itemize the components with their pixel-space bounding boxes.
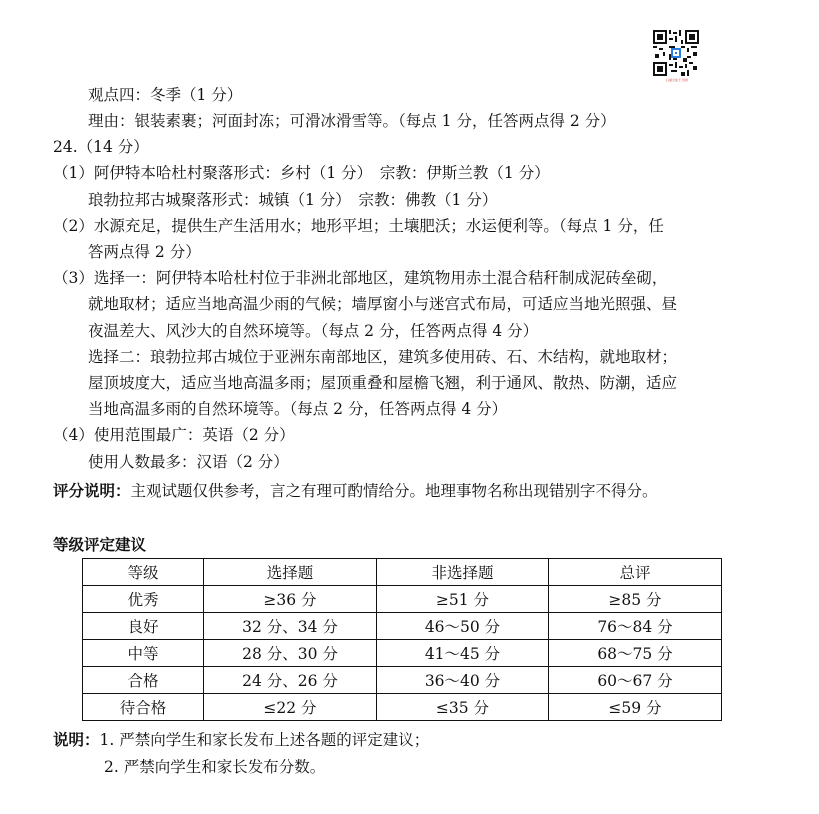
table-cell: ≥51 分 (377, 586, 549, 613)
header-cell: 选择题 (204, 559, 377, 586)
answer-part-4-line-1: （4）使用范围最广：英语（2 分） (53, 426, 295, 444)
table-row (83, 694, 722, 721)
table-cell: 中等 (83, 640, 204, 667)
table-cell: 28 分、30 分 (204, 640, 377, 667)
table-cell: ≥85 分 (549, 586, 722, 613)
table-cell: 36～40 分 (377, 667, 549, 694)
answer-part-3-line-2: 就地取材；适应当地高温少雨的气候；墙厚窗小与迷宫式布局，可适应当地光照强、昼 (88, 295, 678, 313)
qr-code-icon (653, 30, 699, 76)
table-row (83, 640, 722, 667)
notes-item-2: 2. 严禁向学生和家长发布分数。 (104, 758, 326, 776)
table-cell: ≥36 分 (204, 586, 377, 613)
table-cell: 76～84 分 (549, 613, 722, 640)
answer-part-3-line-1: （3）选择一：阿伊特本哈杜村位于非洲北部地区，建筑物用赤土混合秸秆制成泥砖垒砌， (53, 269, 668, 287)
header-cell: 非选择题 (377, 559, 549, 586)
scoring-note (53, 478, 658, 504)
table-cell: ≤22 分 (204, 694, 377, 721)
table-cell: 优秀 (83, 586, 204, 613)
notes-line-1 (53, 727, 429, 753)
answer-part-1-line-1: （1）阿伊特本哈杜村聚落形式：乡村（1 分） 宗教：伊斯兰教（1 分） (53, 164, 550, 182)
grade-table (82, 558, 722, 721)
header-cell: 等级 (83, 559, 204, 586)
table-cell: 待合格 (83, 694, 204, 721)
table-header-row (83, 559, 722, 586)
table-cell: 24 分、26 分 (204, 667, 377, 694)
answer-part-3-line-6: 当地高温多雨的自然环境等。（每点 2 分，任答两点得 4 分） (88, 400, 508, 418)
answer-part-2-line-2: 答两点得 2 分） (88, 243, 201, 261)
table-cell: ≤35 分 (377, 694, 549, 721)
table-cell: 41～45 分 (377, 640, 549, 667)
table-row (83, 667, 722, 694)
header-cell: 总评 (549, 559, 722, 586)
table-row (83, 586, 722, 613)
table-row (83, 613, 722, 640)
answer-part-1-line-2: 琅勃拉邦古城聚落形式：城镇（1 分） 宗教：佛教（1 分） (88, 191, 498, 209)
table-cell: 合格 (83, 667, 204, 694)
table-cell: 46～50 分 (377, 613, 549, 640)
question-24-heading: 24.（14 分） (53, 138, 149, 156)
table-cell: 良好 (83, 613, 204, 640)
table-cell: 60～67 分 (549, 667, 722, 694)
scoring-note-label: 评分说明： (53, 482, 131, 500)
viewpoint-four: 观点四：冬季（1 分） (88, 86, 243, 104)
answer-part-3-line-4: 选择二：琅勃拉邦古城位于亚洲东南部地区，建筑多使用砖、石、木结构，就地取材； (88, 348, 678, 366)
qr-caption: 扫描全能王 创建 (666, 78, 688, 82)
notes-item-1: 1. 严禁向学生和家长发布上述各题的评定建议； (99, 731, 430, 749)
answer-part-3-line-5: 屋顶坡度大，适应当地高温多雨；屋顶重叠和屋檐飞翘，利于通风、散热、防潮，适应 (88, 374, 678, 392)
table-cell: 32 分、34 分 (204, 613, 377, 640)
answer-part-3-line-3: 夜温差大、风沙大的自然环境等。（每点 2 分，任答两点得 4 分） (88, 322, 539, 340)
answer-part-2-line-1: （2）水源充足，提供生产生活用水；地形平坦；土壤肥沃；水运便利等。（每点 1 分，任 (53, 217, 664, 235)
table-cell: 68～75 分 (549, 640, 722, 667)
answer-part-4-line-2: 使用人数最多：汉语（2 分） (88, 453, 289, 471)
notes-label: 说明： (53, 731, 100, 749)
table-cell: ≤59 分 (549, 694, 722, 721)
section-title: 等级评定建议 (53, 536, 147, 554)
reason-line: 理由：银装素裹；河面封冻；可滑冰滑雪等。（每点 1 分，任答两点得 2 分） (88, 112, 616, 130)
scoring-note-text: 主观试题仅供参考，言之有理可酌情给分。地理事物名称出现错别字不得分。 (130, 482, 658, 500)
